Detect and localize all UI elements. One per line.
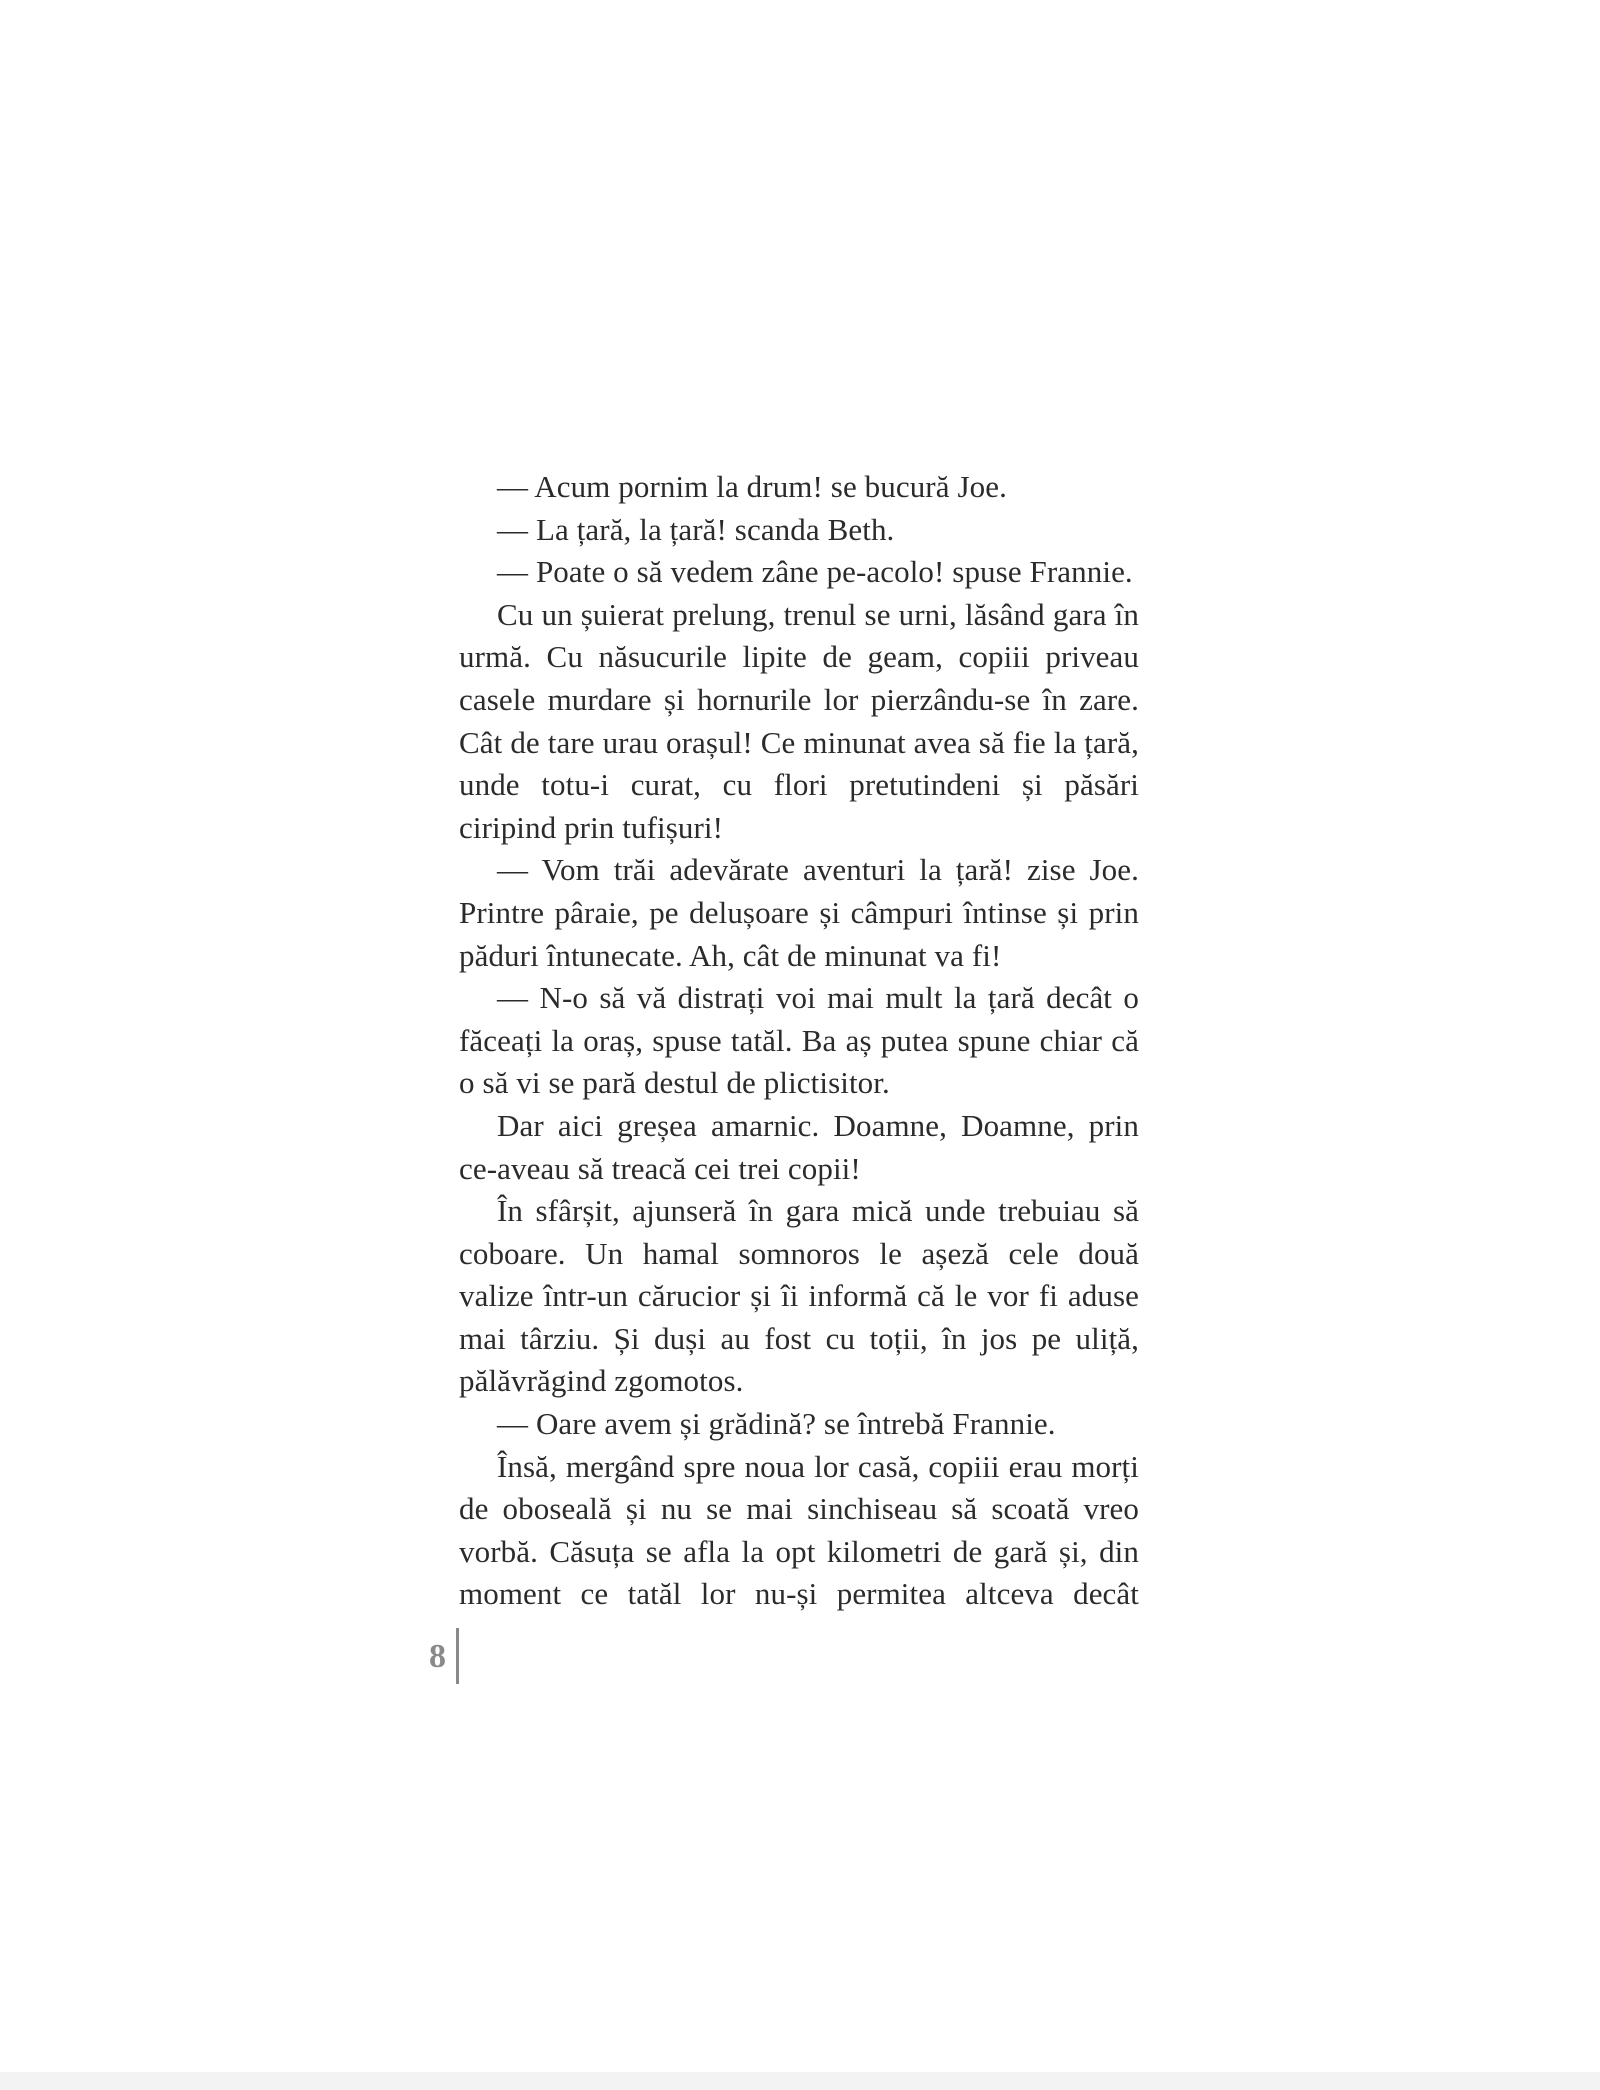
dialogue-paragraph: — Poate o să vedem zâne pe-acolo! spuse Frannie. <box>497 554 1133 590</box>
page-number-divider <box>456 1628 459 1684</box>
page-number: 8 <box>429 1638 446 1675</box>
dialogue-paragraph: — Oare avem și grădină? se întrebă Frannie. <box>497 1406 1056 1442</box>
narrative-paragraph: În sfârșit, ajunseră în gara mică unde trebuiau să coboare. Un hamal somnoros le așeză cele două valize într-un cărucior și îi informă că le vor fi aduse mai târziu. Și duși au fost cu toții, în jos pe uliță, pălăvrăgind zgomotos. <box>459 1193 1139 1399</box>
dialogue-paragraph: — Acum pornim la drum! se bucură Joe. <box>497 469 1007 504</box>
narrative-paragraph: Însă, mergând spre noua lor casă, copiii erau morți de oboseală și nu se mai sinchiseau să scoată vreo vorbă. Căsuța se afla la opt kilometri de gară și, din moment ce tatăl lor nu-și permitea altceva decât <box>459 1448 1139 1612</box>
body-text <box>459 466 1139 1616</box>
dialogue-paragraph: — Vom trăi adevărate aventuri la țară! zise Joe. Printre pâraie, pe delușoare și câmpuri întinse și prin păduri întunecate. Ah, cât de minunat va fi! <box>459 852 1139 973</box>
dialogue-paragraph: — La țară, la țară! scanda Beth. <box>497 511 895 547</box>
narrative-paragraph: Dar aici greșea amarnic. Doamne, Doamne, prin ce-aveau să treacă cei trei copii! <box>459 1107 1139 1186</box>
dialogue-paragraph: — N-o să vă distrați voi mai mult la țară decât o făceați la oraș, spuse tatăl. Ba aș putea spune chiar că o să vi se pară destul de plictisitor. <box>459 980 1139 1101</box>
page-bottom-edge <box>0 2072 1600 2090</box>
narrative-paragraph: Cu un șuierat prelung, trenul se urni, lăsând gara în urmă. Cu năsucurile lipite de geam, copiii priveau casele murdare și hornurile lor pierzându-se în zare. Cât de tare urau orașul! Ce minunat avea să fie la țară, unde totu-i curat, cu flori pretutindeni și păsări ciripind prin tufișuri! <box>459 596 1139 845</box>
